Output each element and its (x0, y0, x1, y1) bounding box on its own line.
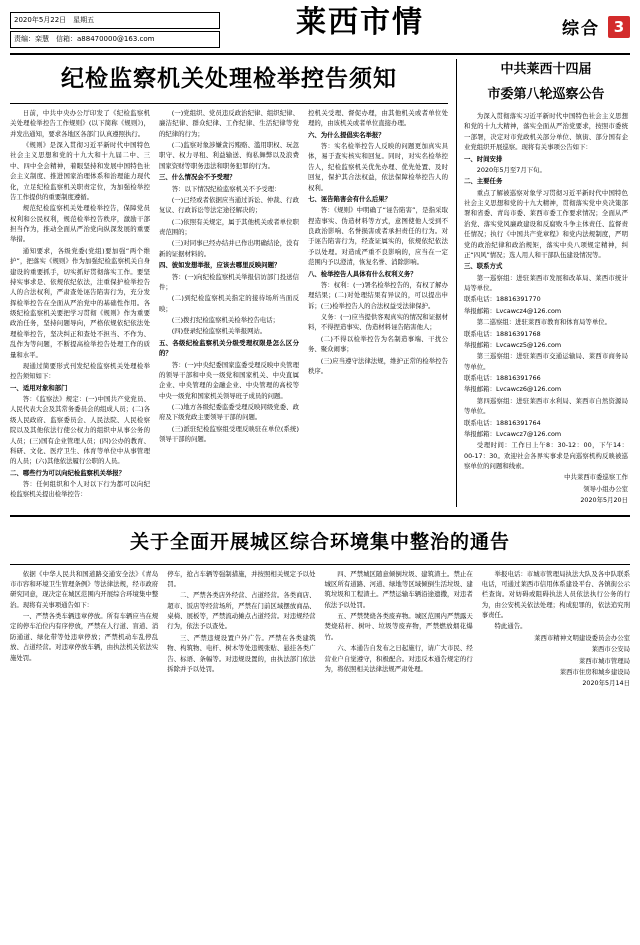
subheading: 五、各级纪检监察机关分级受理权限是怎么区分的？ (159, 338, 299, 358)
paragraph: 受理时间：工作日上午8：30-12：00，下午14：00-17：30。欢迎社会各界实事求是向巡察机构反映被巡察单位的问题和线索。 (464, 441, 628, 471)
subheading: 四、彼如发想举报，应该去哪里反映问题？ (159, 261, 281, 270)
paragraph: (二)到纪检监察机关指定的接待场所当面反映； (159, 294, 299, 313)
paragraph: 答：(一)向纪检监察机关举报信访部门投送信件； (159, 272, 299, 291)
paragraph: (一)已经或者依据应当通过诉讼、仲裁、行政复议、行政诉讼等法定途径解决的； (159, 195, 299, 215)
signature: 莱西市住房和城乡建设局 (559, 667, 630, 676)
contact-email: 举报邮箱：Lvcawcz4@126.com (464, 306, 562, 315)
article-regulations (10, 59, 448, 506)
article2-body (464, 111, 628, 506)
paragraph: 举报电话：市城市管理局执法大队及各中队联系电话，可通过莱西市信用体系建设平台、各镇街公示栏查询。对妨碍或阻碍执法人员依法执行公务的行为，由公安机关依法处理；构成犯罪的，依法追究刑事责任。 (481, 569, 630, 620)
paragraph: 答：以下情况纪检监察机关不予受理： (171, 184, 281, 193)
paragraph: 重点了解被巡察对象学习贯彻习近平新时代中国特色社会主义思想和党的十九大精神，贯彻落实党中央决策部署和省委、青岛市委、莱西市委工作要求情况；全面从严治党、落实党风廉政建设和反腐败斗争主体责任、监督责任情况；执行《中国共产党章程》和党内法规制度，严明党的政治纪律和政治规矩，落实中央八项规定精神，纠正“四风”情况；选人用人和干部队伍建设情况等。 (464, 188, 628, 259)
paragraph: 答：权利：(一)署名检举控告的，有权了解办理结果；(二)对处理结果有异议的，可以提出申诉；(三)检举控告人的合法权益受法律保护。 (308, 280, 448, 310)
paragraph: 二、严禁各类店外经营、占道经营。各类商店、超市、饭店等经营场所，严禁在门前区域摆放商品、桌椅、展板等，严禁流动摊点占道经营。对违规经营行为，依法予以查处。 (167, 591, 316, 631)
paragraph: (四)登录纪检监察机关举报网站。 (171, 327, 267, 336)
subheading: 六、为什么提倡实名举报？ (308, 130, 385, 139)
paragraph: 答：《监察法》规定：(一)中国共产党党员、人民代表大会及其常务委员会的组成人员；(二)各级人民政府、监察委员会、人民法院、人民检察院以及其他依法行使公权力的组织中从事公务的人员；(三)国有企业管理人员；(四)公办的教育、科研、文化、医疗卫生、体育等单位中从事管理的人员；(六)其他依法履行公职的人员。 (10, 395, 150, 466)
paragraph: (三)应当遵守法律法规，维护正常的检举控告秩序。 (308, 356, 448, 375)
subheading: 三、联系方式 (464, 262, 503, 271)
subheading: 三、什么情况会不予受理？ (159, 173, 236, 182)
paragraph: (一)党组织、党员违反政治纪律、组织纪律、廉洁纪律、群众纪律、工作纪律、生活纪律等党的纪律的行为； (159, 108, 299, 138)
article3-columns (10, 569, 630, 690)
paragraph: 四、严禁城区随意倾倒垃圾、建筑渣土。禁止在城区所有道路、河道、绿地等区域倾倒生活垃圾、建筑垃圾和工程渣土。严禁运输车辆沿途遗撒，对违者依法予以处罚。 (324, 569, 473, 609)
signature-date: 2020年5月14日 (582, 679, 630, 688)
page-number-badge: 3 (608, 16, 630, 38)
paragraph: 日前，中共中央办公厅印发了《纪检监察机关处理检举控告工作规则》(以下简称《规则》)，并发出通知，要求各地区各部门认真遵照执行。 (10, 108, 150, 138)
contact-phone: 联系电话：18816391764 (464, 418, 541, 427)
article-environment-notice (10, 523, 630, 690)
section-label: 综合 (562, 19, 600, 39)
paragraph: 特此通告。 (494, 622, 527, 631)
article3-col1 (10, 569, 158, 690)
paragraph: 答：(一)中央纪委国家监委受理反映中央管理的领导干部和中央一级党和国家机关、中央直属企业、中央管理的金融企业、中央管理的高校等中央一级党和国家机关领导班子成员的问题。 (159, 360, 299, 400)
article2-headline-line2: 市委第八轮巡察公告 (487, 87, 605, 103)
masthead-date: 2020年5月22日 星期五 (10, 12, 220, 29)
paragraph: 现通过简要形式刊发纪检监察机关处理检举控告须知如下： (10, 361, 150, 381)
contact-email: 举报邮箱：Lvcawcz7@126.com (464, 429, 562, 438)
paragraph: 《规则》是深入贯彻习近平新时代中国特色社会主义思想和党的十九大和十九届二中、三中、四中全会精神，着眼坚持和发展中国特色社会主义制度、推进国家治理体系和治理能力现代化，立足纪检监察机关职责定位，为加强检举控告工作提供的重要制度遵循。 (10, 141, 150, 201)
article3-col3 (325, 569, 473, 690)
subheading: 二、哪些行为可以向纪检监察机关举报？ (10, 468, 126, 477)
signature: 中共莱西市委巡察工作 (564, 473, 628, 482)
paragraph: 五、严禁焚烧各类废弃物。城区范围内严禁露天焚烧秸秆、树叶、垃圾等废弃物，严禁燃放烟花爆竹。 (324, 612, 473, 641)
signature: 领导小组办公室 (583, 484, 628, 493)
paragraph: 答：任何组织和个人对以下行为都可以向纪检监察机关提出检举控告： (10, 480, 150, 499)
subheading: 七、诬告陷害会有什么后果？ (308, 194, 392, 203)
paragraph: 一、严禁各类车辆违章停放。所有车辆应当在规定的停车泊位内有序停放，严禁在人行道、盲道、消防通道、绿化带等处违章停放；严禁机动车乱停乱放、占道经营。对违章停放车辆，由执法机关依法实施处罚。 (10, 612, 159, 662)
headline2-rule (10, 564, 630, 565)
masthead-title-area (220, 6, 500, 38)
paragraph: 依据《中华人民共和国道路交通安全法》《青岛市市容和环境卫生管理条例》等法律法规，经市政府研究同意，现决定在城区范围内开展综合环境集中整治。现将有关事项通告如下： (10, 569, 159, 609)
signature: 莱西市精神文明建设委员会办公室 (534, 633, 630, 642)
main-body (10, 59, 630, 506)
paragraph: 2020年5月至7月下旬。 (476, 165, 546, 174)
paragraph: 控机关受理、督促办理，由其他机关或者单位处理的，由该机关或者单位直接办理。 (308, 108, 448, 128)
paragraph: 答：实名检举控告人反映的问题更加真实具体，易于查实核实和回复。同时，对实名检举控告人，纪检监察机关优先办理、优先处置、及时回复，保护其合法权益，依法保障检举控告人的权利。 (308, 142, 448, 192)
paragraph: 义务：(一)应当提供客观真实的情况和证据材料，不得捏造事实、伪造材料诬告陷害他人； (308, 313, 448, 332)
subheading: 八、检举控告人具体有什么权利义务？ (308, 269, 417, 278)
masthead-section-area (500, 6, 630, 39)
contact-phone: 联系电话：18816391770 (464, 295, 541, 304)
paragraph: 答：《规则》中明确了“诬告陷害”，是指采取捏造事实、伪造材料等方式，意图使他人受到不良政治影响、名誉损害或者承担责任的行为。对于诬告陷害行为，经查证属实的，依规依纪依法予以处理。对造成严重不良影响的，应当在一定范围内予以澄清，恢复名誉、消除影响。 (308, 206, 448, 267)
paragraph: (二)地方各级纪委监委受理反映同级党委、政府及下级党政主要领导干部的问题。 (159, 403, 299, 422)
paragraph: 停车，抢占车辆等强制措施，并按照相关规定予以处罚。 (167, 569, 316, 588)
article3-col2 (167, 569, 315, 690)
contact-phone: 联系电话：18816391768 (464, 329, 541, 338)
section-divider (10, 515, 630, 517)
article1-col3 (308, 108, 448, 501)
contact-email: 举报邮箱：Lvcawcz5@126.com (464, 340, 562, 349)
paragraph: 六、本通告自发布之日起施行，请广大市民、经营业户自觉遵守，积极配合。对违反本通告规定的行为，将依照相关法律法规严肃处理。 (324, 644, 473, 673)
masthead-editor: 责编：栾慧 信箱：a88470000@163.com (10, 31, 220, 48)
paragraph: (二)依照有关规定，属于其他机关或者单位职责范围的； (159, 217, 299, 237)
paragraph: 规范纪检监察机关处理检举控告，保障党员权利和公民权利，规范检举控告秩序，激励干部担当作为，推动全面从严治党向纵深发展的重要举措。 (10, 204, 150, 244)
paragraph: 三、严禁违规设置户外广告。严禁在各类建筑物、构筑物、电杆、树木等处违规张贴、悬挂各类广告、标语、条幅等。对违规设置的，由执法部门依法拆除并予以处罚。 (167, 633, 316, 673)
paper-title: 莱西市情 (296, 5, 424, 40)
paragraph: 第三巡察组：进驻莱西市交通运输局、莱西市商务局等单位。 (464, 352, 628, 371)
headline-rule (10, 103, 448, 104)
subheading: 一、适用对象和部门 (10, 383, 68, 392)
paragraph: (二)不得以检举控告为名制造事端、干扰公务、聚众闹事； (308, 334, 448, 354)
signature-date: 2020年5月20日 (580, 496, 628, 505)
paragraph: 第四巡察组：进驻莱西市水利局、莱西市自然资源局等单位。 (464, 396, 628, 416)
article-inspection-notice (456, 59, 628, 506)
paragraph: 第二巡察组：进驻莱西市教育和体育局等单位。 (476, 318, 611, 327)
paragraph: (三)派驻纪检监察组受理反映驻在单位(系统)领导干部的问题。 (159, 424, 299, 444)
subheading: 二、主要任务 (464, 177, 503, 186)
contact-email: 举报邮箱：Lvcawcz6@126.com (464, 385, 562, 394)
article2-headline-line1: 中共莱西十四届 (500, 62, 592, 78)
paragraph: (三)对同事已经办结并已作出明确结论，没有新的证据材料的。 (159, 239, 299, 258)
paragraph: (二)监察对象涉嫌贪污贿赂、滥用职权、玩忽职守、权力寻租、利益输送、徇私舞弊以及浪费国家资财等职务违法和职务犯罪的行为。 (159, 141, 299, 170)
signature: 莱西市城市管理局 (578, 656, 630, 665)
paragraph: 第一巡察组：进驻莱西市发展和改革局、莱西市统计局等单位。 (464, 273, 628, 293)
paragraph: 通知要求，各级党委(党组)要加强“两个维护”，把落实《规则》作为加强纪检监察机关自身建设的重要抓手，切实抓好贯彻落实工作。要坚持实事求是、依规依纪依法，注重保护检举控告人的合法权利，严肃查处诬告陷害行为，充分发挥检举控告在全面从严治党中的基础性作用。各级纪检监察机关要把学习贯彻《规则》作为重要政治任务，坚持问题导向，严格依规依纪依法处理检举控告，坚决纠正和查处不担当、不作为、乱作为等问题，不断提高检举控告处理工作的质量和水平。 (10, 246, 150, 359)
signature: 莱西市公安局 (591, 645, 630, 654)
masthead (10, 6, 630, 55)
article3-col4 (482, 569, 630, 690)
article1-headline: 纪检监察机关处理检举控告须知 (61, 65, 397, 93)
masthead-info (10, 6, 220, 50)
article3-headline: 关于全面开展城区综合环境集中整治的通告 (129, 530, 510, 553)
article1-columns (10, 108, 448, 501)
article1-col2 (159, 108, 299, 501)
paragraph: (三)拨打纪检监察机关检举控告电话； (171, 316, 280, 325)
article1-col1 (10, 108, 150, 501)
paragraph: 为深入贯彻落实习近平新时代中国特色社会主义思想和党的十九大精神，落实全面从严治党要求，按照市委统一部署，决定对市党政机关部分单位、镇街、部分国有企业党组织开展巡察。现将有关事项公告如下： (464, 112, 628, 152)
subheading: 一、时间安排 (464, 154, 503, 163)
contact-phone: 联系电话：18816391766 (464, 374, 541, 383)
